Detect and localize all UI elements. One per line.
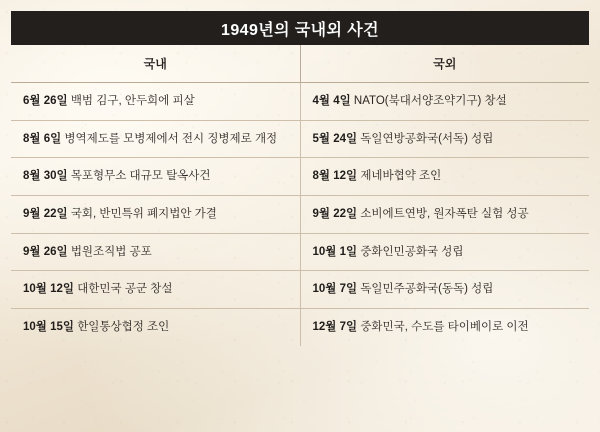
event-date: 10월 15일 — [23, 321, 74, 334]
table-row — [11, 158, 589, 196]
event-date: 10월 1일 — [312, 245, 358, 258]
cell-domestic — [11, 158, 300, 196]
event-text: 제네바협약 조인 — [360, 170, 442, 183]
event-text: 한일통상협정 조인 — [77, 321, 170, 334]
cell-domestic — [11, 196, 300, 234]
event-text: 법원조직법 공포 — [70, 245, 152, 258]
event-text: 독일연방공화국(서독) 성립 — [360, 132, 494, 145]
table-header — [11, 45, 589, 83]
cell-foreign — [300, 158, 589, 196]
event-date: 10월 12일 — [23, 283, 74, 296]
cell-foreign — [300, 196, 589, 234]
cell-domestic — [11, 83, 300, 121]
event-text: 중화민국, 수도를 타이베이로 이전 — [360, 321, 529, 334]
table-row — [11, 83, 589, 121]
table-body — [11, 83, 589, 346]
event-text: 중화인민공화국 성립 — [360, 245, 464, 258]
cell-foreign — [300, 271, 589, 309]
table-row — [11, 309, 589, 346]
event-date: 6월 26일 — [23, 95, 68, 107]
event-text: 소비에트연방, 원자폭탄 실험 성공 — [360, 208, 529, 221]
table-row — [11, 271, 589, 309]
column-header-foreign: 국외 — [300, 45, 589, 83]
cell-foreign — [300, 233, 589, 271]
cell-foreign — [300, 120, 589, 158]
event-text: NATO(북대서양조약기구) 창설 — [353, 95, 507, 107]
event-date: 9월 26일 — [23, 245, 68, 258]
cell-foreign — [300, 309, 589, 346]
event-date: 12월 7일 — [312, 321, 358, 334]
event-date: 8월 30일 — [23, 170, 68, 183]
event-text: 병역제도를 모병제에서 전시 징병제로 개정 — [64, 132, 278, 145]
cell-domestic — [11, 120, 300, 158]
cell-foreign — [300, 83, 589, 121]
table-row — [11, 233, 589, 271]
event-text: 국회, 반민특위 폐지법안 가결 — [70, 208, 217, 221]
event-text: 목포형무소 대규모 탈옥사건 — [70, 170, 211, 183]
event-date: 5월 24일 — [312, 132, 358, 145]
cell-domestic — [11, 233, 300, 271]
event-text: 대한민국 공군 창설 — [77, 283, 173, 296]
page-title-bar — [11, 11, 589, 45]
table-row — [11, 196, 589, 234]
table-header-row — [11, 45, 589, 83]
event-date: 4월 4일 — [312, 95, 351, 107]
event-date: 8월 12일 — [312, 170, 358, 183]
cell-domestic — [11, 309, 300, 346]
cell-domestic — [11, 271, 300, 309]
event-text: 백범 김구, 안두희에 피살 — [70, 95, 195, 107]
column-header-domestic: 국내 — [11, 45, 300, 83]
event-date: 8월 6일 — [23, 132, 62, 145]
event-text: 독일민주공화국(동독) 성립 — [360, 283, 494, 296]
event-date: 9월 22일 — [312, 208, 358, 221]
event-date: 9월 22일 — [23, 208, 68, 221]
event-date: 10월 7일 — [312, 283, 358, 296]
page-title: 1949년의 국내외 사건 — [221, 21, 379, 39]
events-table — [11, 45, 589, 346]
table-row — [11, 120, 589, 158]
